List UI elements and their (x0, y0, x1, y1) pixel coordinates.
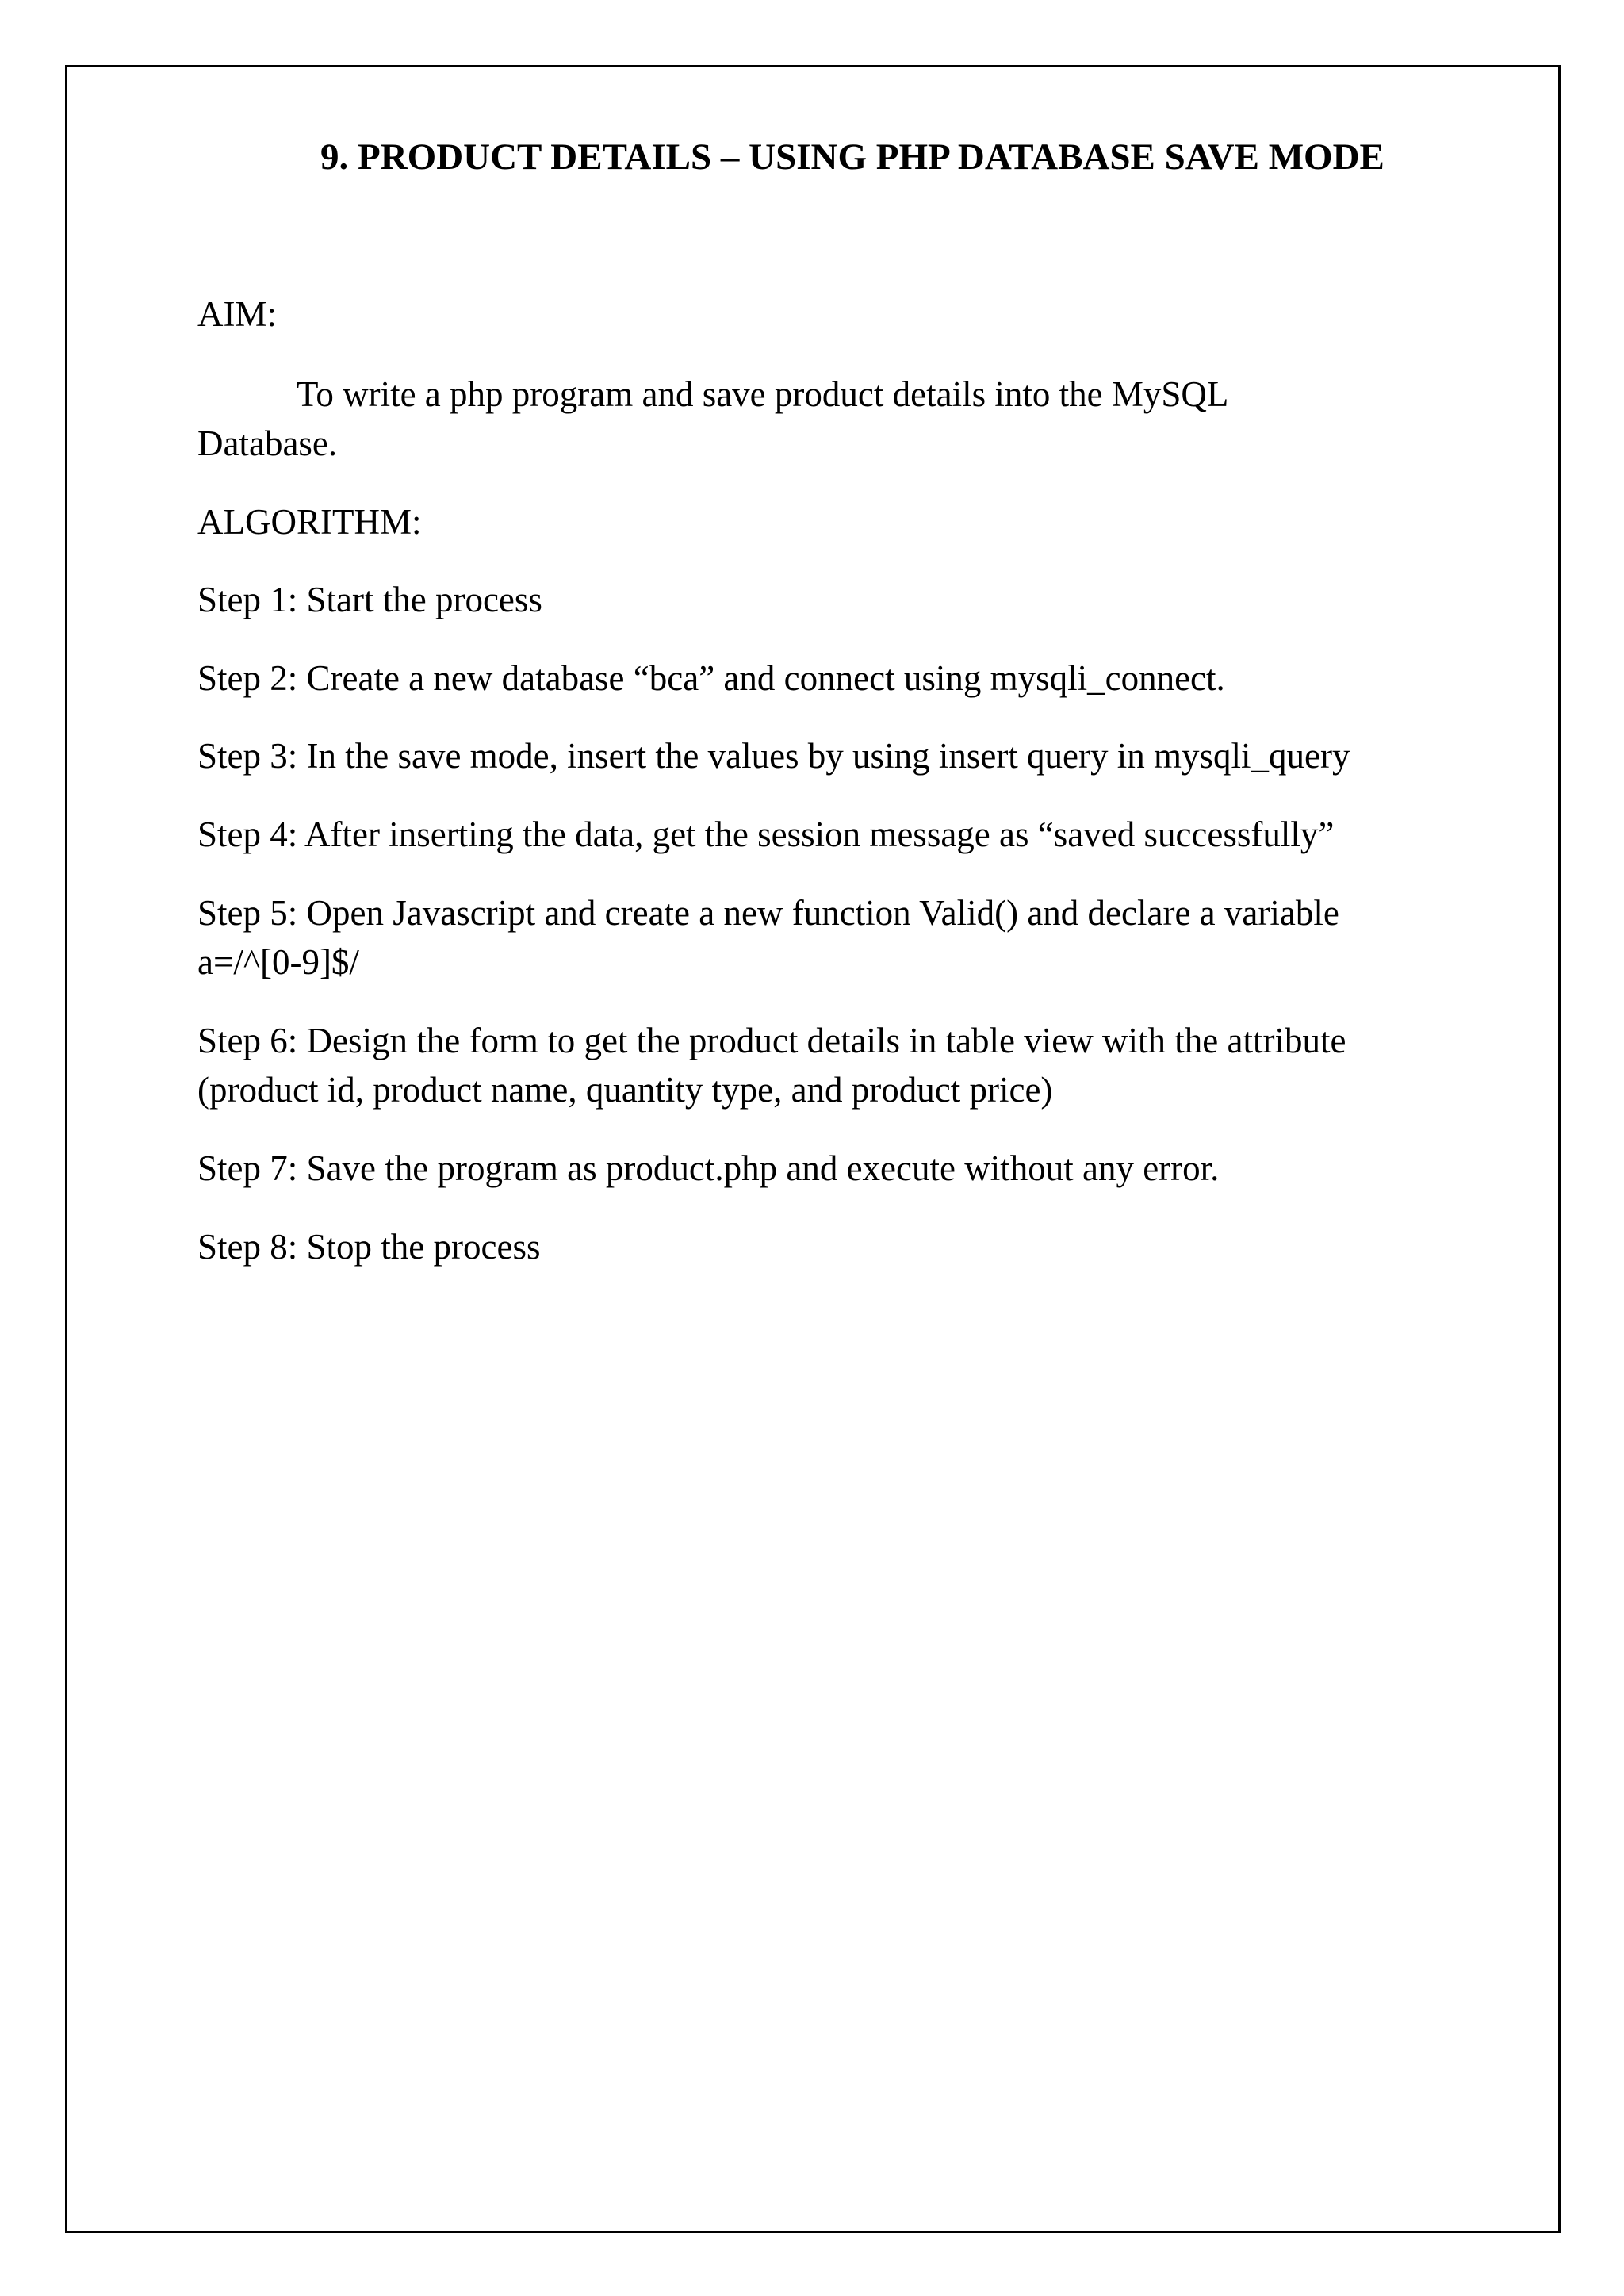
aim-text-line-1: To write a php program and save product details into the MySQL (297, 374, 1229, 414)
algorithm-step-1: Step 1: Start the process (197, 580, 542, 619)
algorithm-step-4: Step 4: After inserting the data, get the session message as “saved successfully” (197, 815, 1335, 854)
algorithm-step-6-line-2: (product id, product name, quantity type, and product price) (197, 1070, 1053, 1110)
algorithm-step-2: Step 2: Create a new database “bca” and connect using mysqli_connect. (197, 658, 1225, 698)
algorithm-step-7: Step 7: Save the program as product.php and execute without any error. (197, 1148, 1220, 1188)
document-title: 9. PRODUCT DETAILS – USING PHP DATABASE SAVE MODE (320, 136, 1385, 178)
algorithm-step-5-line-1: Step 5: Open Javascript and create a new function Valid() and declare a variable (197, 893, 1339, 933)
algorithm-heading: ALGORITHM: (197, 502, 422, 542)
algorithm-step-5-line-2: a=/^[0-9]$/ (197, 942, 359, 982)
algorithm-step-8: Step 8: Stop the process (197, 1227, 541, 1267)
aim-text-line-2: Database. (197, 424, 338, 463)
algorithm-step-3: Step 3: In the save mode, insert the values by using insert query in mysqli_query (197, 736, 1350, 776)
algorithm-step-6-line-1: Step 6: Design the form to get the product details in table view with the attribute (197, 1021, 1346, 1060)
aim-heading: AIM: (197, 294, 277, 334)
